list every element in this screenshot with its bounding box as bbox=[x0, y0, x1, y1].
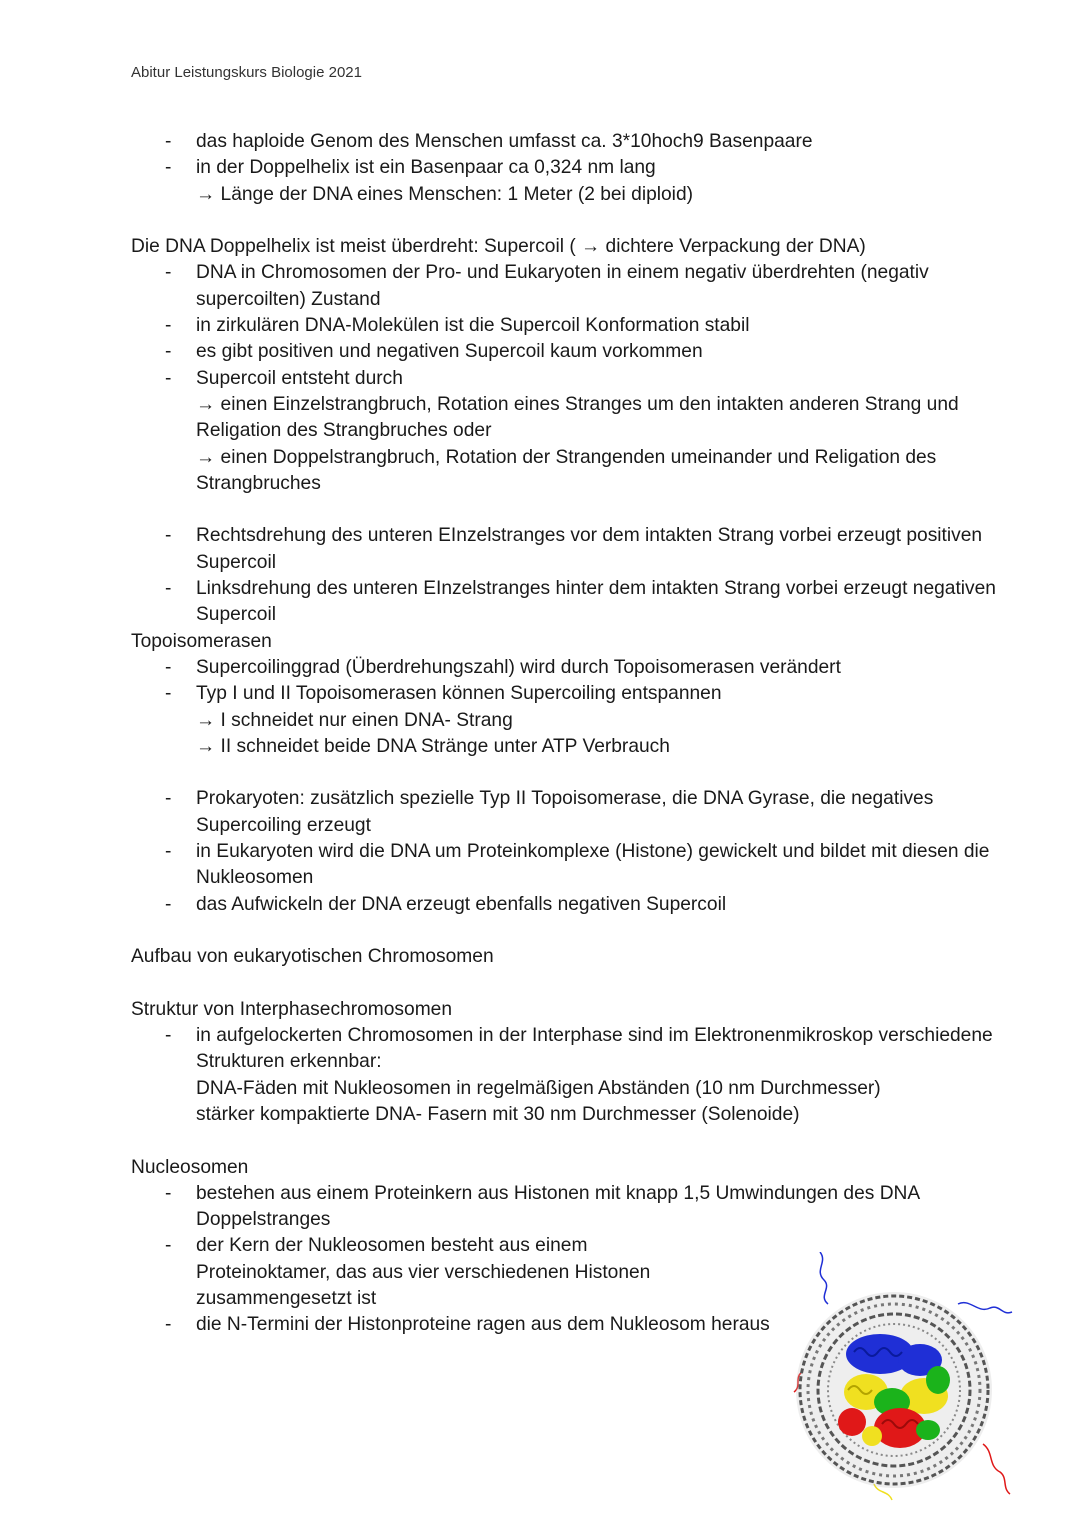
list-item bbox=[131, 681, 1011, 760]
list-item-text: in aufgelockerten Chromosomen in der Interphase sind im Elektronenmikroskop verschiedene Strukturen erkennbar: bbox=[196, 1025, 993, 1073]
document-body bbox=[131, 129, 1011, 1339]
list-item bbox=[131, 576, 1011, 629]
page-header: Abitur Leistungskurs Biologie 2021 bbox=[131, 64, 362, 81]
list-item bbox=[131, 1233, 666, 1312]
list-item-text: Rechtsdrehung des unteren EInzelstranges vor dem intakten Strang vorbei erzeugt positiven Supercoil bbox=[196, 525, 983, 573]
list-item-text: Supercoil entsteht durch bbox=[196, 367, 403, 389]
nucleosome-structure-icon bbox=[788, 1252, 1020, 1504]
list-item-text: in der Doppelhelix ist ein Basenpaar ca 0,324 nm lang bbox=[196, 157, 656, 179]
section-heading-nucleosomes: Nucleosomen bbox=[131, 1156, 249, 1178]
list-item bbox=[131, 523, 1011, 576]
topoisomerases-list bbox=[131, 655, 1011, 760]
list-item bbox=[131, 339, 1011, 365]
list-item-text: in zirkulären DNA-Molekülen ist die Supercoil Konformation stabil bbox=[196, 315, 750, 337]
list-item bbox=[131, 655, 1011, 681]
supercoil-direction-list bbox=[131, 523, 1011, 628]
list-item bbox=[131, 366, 1011, 497]
section-heading-topoisomerases: Topoisomerasen bbox=[131, 630, 272, 652]
interphase-list bbox=[131, 1023, 1011, 1128]
list-item bbox=[131, 839, 1011, 892]
list-item-text: der Kern der Nukleosomen besteht aus einem Proteinoktamer, das aus vier verschiedenen Histonen zusammengesetzt ist bbox=[196, 1235, 651, 1310]
list-item-text: DNA in Chromosomen der Pro- und Eukaryoten in einem negativ überdrehten (negativ supercoilten) Zustand bbox=[196, 262, 929, 310]
list-item bbox=[131, 786, 1011, 839]
arrow-note: → Länge der DNA eines Menschen: 1 Meter (2 bei diploid) bbox=[196, 183, 694, 205]
supercoil-list bbox=[131, 260, 1011, 497]
list-item-text: Prokaryoten: zusätzlich spezielle Typ II Topoisomerase, die DNA Gyrase, die negatives Supercoiling erzeugt bbox=[196, 788, 934, 836]
spacer bbox=[131, 497, 1011, 523]
list-item-text: bestehen aus einem Proteinkern aus Histonen mit knapp 1,5 Umwindungen des DNA Doppelstranges bbox=[196, 1182, 920, 1231]
list-item-text: es gibt positiven und negativen Supercoil kaum vorkommen bbox=[196, 341, 703, 363]
list-item-text: das Aufwickeln der DNA erzeugt ebenfalls negativen Supercoil bbox=[196, 893, 727, 915]
list-item bbox=[131, 260, 1011, 313]
list-item-text: in Eukaryoten wird die DNA um Proteinkomplexe (Histone) gewickelt und bildet mit diesen die Nukleosomen bbox=[196, 841, 990, 889]
list-item-text: Typ I und II Topoisomerasen können Supercoiling entspannen bbox=[196, 683, 722, 705]
genome-list bbox=[131, 129, 1011, 208]
spacer bbox=[131, 1128, 1011, 1154]
spacer bbox=[131, 760, 1011, 786]
list-item bbox=[131, 1181, 1011, 1234]
list-item-text: die N-Termini der Histonproteine ragen aus dem Nukleosom heraus bbox=[196, 1314, 770, 1336]
list-item bbox=[131, 1023, 1011, 1128]
arrow-note: → einen Doppelstrangbruch, Rotation der Strangenden umeinander und Religation des Strangbruches bbox=[196, 446, 937, 494]
list-item-text: das haploide Genom des Menschen umfasst ca. 3*10hoch9 Basenpaare bbox=[196, 131, 813, 152]
list-item bbox=[131, 129, 1011, 155]
section-heading-chromosomes: Aufbau von eukaryotischen Chromosomen bbox=[131, 946, 494, 968]
list-item bbox=[131, 892, 1011, 918]
structure-line: stärker kompaktierte DNA- Fasern mit 30 nm Durchmesser (Solenoide) bbox=[196, 1103, 800, 1125]
list-item-text: Linksdrehung des unteren EInzelstranges hinter dem intakten Strang vorbei erzeugt negativen Supercoil bbox=[196, 578, 996, 626]
spacer bbox=[131, 918, 1011, 944]
list-item bbox=[131, 313, 1011, 339]
spacer bbox=[131, 971, 1011, 997]
arrow-note: → II schneidet beide DNA Stränge unter ATP Verbrauch bbox=[196, 735, 670, 757]
structure-line: DNA-Fäden mit Nukleosomen in regelmäßigen Abständen (10 nm Durchmesser) bbox=[196, 1077, 881, 1099]
arrow-note: → einen Einzelstrangbruch, Rotation eines Stranges um den intakten anderen Strang und Religation des Strangbruches oder bbox=[196, 393, 959, 442]
topoisomerases-detail-list bbox=[131, 786, 1011, 917]
list-item bbox=[131, 1312, 796, 1338]
list-item-text: Supercoilinggrad (Überdrehungszahl) wird durch Topoisomerasen verändert bbox=[196, 656, 841, 678]
section-heading-supercoil: Die DNA Doppelhelix ist meist überdreht: Supercoil ( → dichtere Verpackung der DNA) bbox=[131, 236, 866, 258]
list-item bbox=[131, 155, 1011, 208]
spacer bbox=[131, 208, 1011, 234]
section-heading-interphase: Struktur von Interphasechromosomen bbox=[131, 998, 453, 1020]
arrow-note: → I schneidet nur einen DNA- Strang bbox=[196, 709, 513, 731]
